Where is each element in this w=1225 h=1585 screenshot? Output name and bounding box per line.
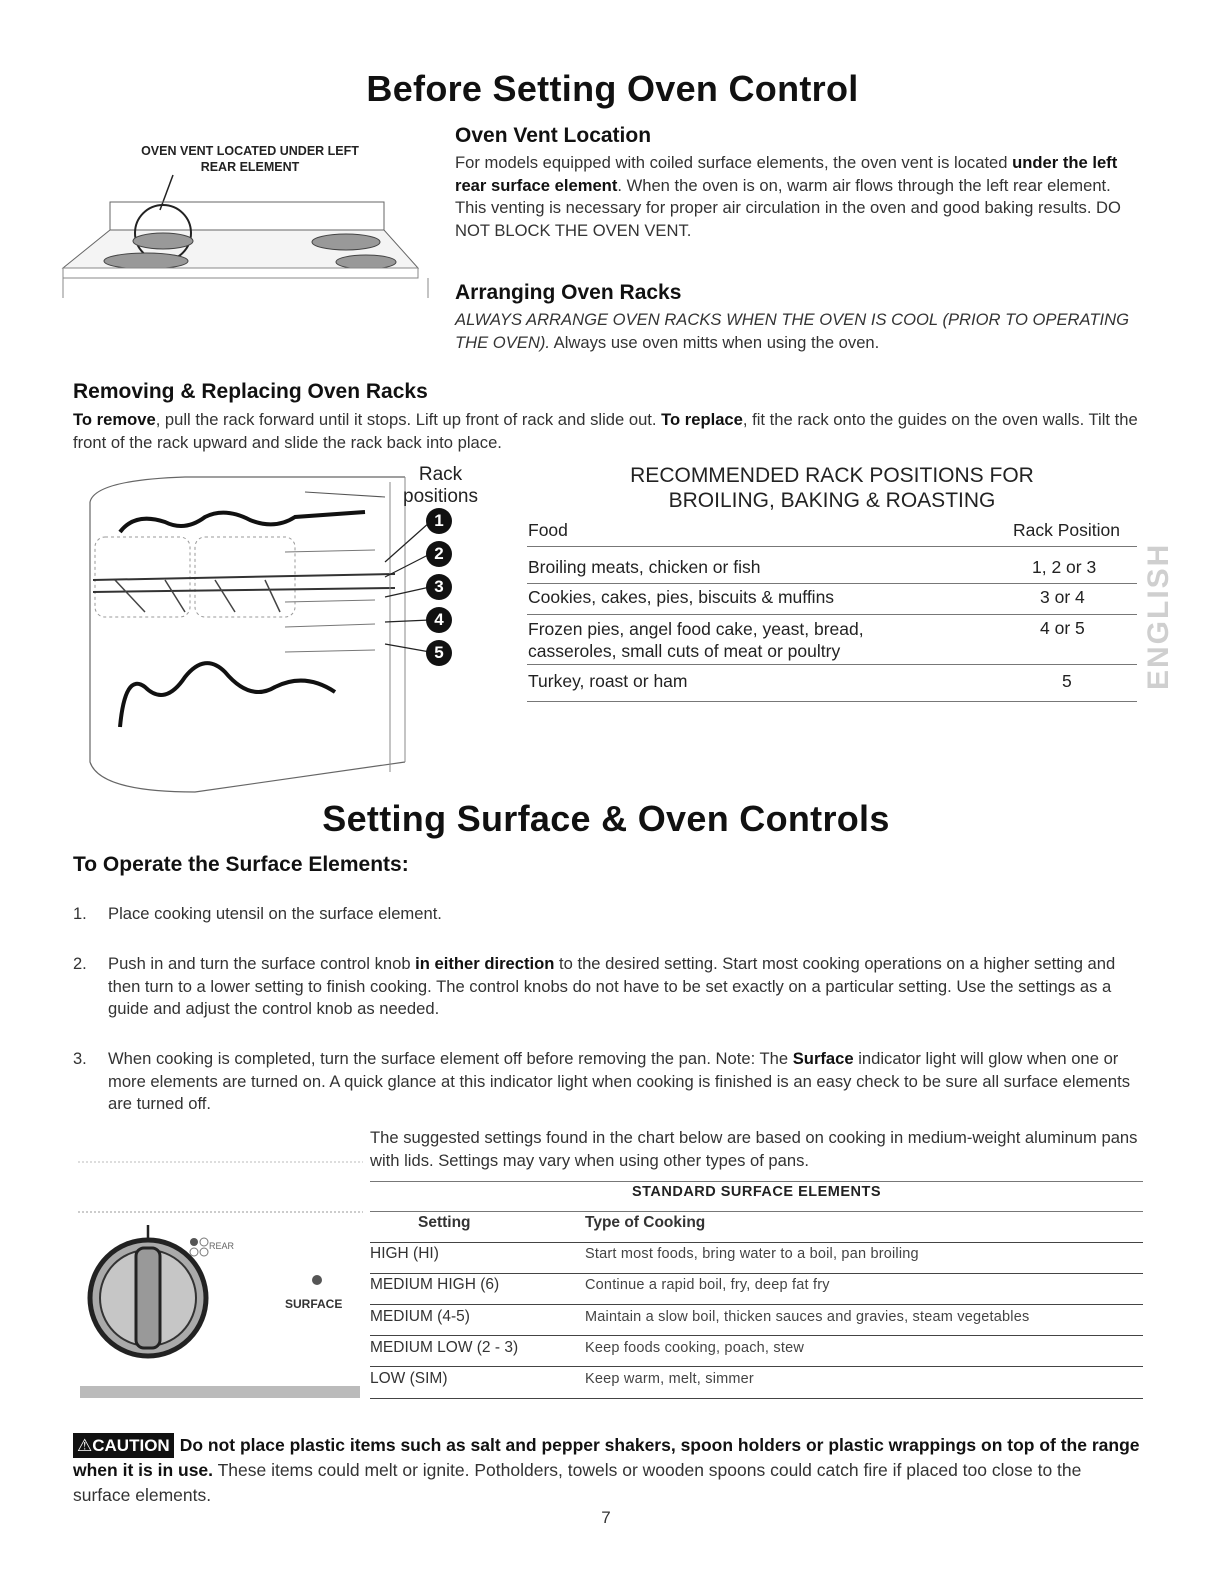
page-number: 7	[601, 1508, 611, 1527]
type-cell: Maintain a slow boil, thicken sauces and gravies, steam vegetables	[585, 1309, 1030, 1325]
side-language-tab: ENGLISH	[1142, 542, 1175, 690]
to-replace-bold: To replace	[661, 410, 743, 429]
remove-text: , pull the rack forward until it stops. Lift up front of rack and slide out.	[155, 410, 662, 429]
racks-paragraph	[455, 309, 1141, 354]
suggested-paragraph: The suggested settings found in the chart below are based on cooking in medium-weight aluminum pans with lids. Settings may vary when using other types of pans.	[370, 1128, 1138, 1170]
racks-italic-text: ALWAYS ARRANGE OVEN RACKS WHEN THE OVEN IS COOL (PRIOR TO OPERATING THE OVEN).	[455, 310, 1130, 352]
rack-label-line1: Rack	[418, 464, 463, 485]
step-text	[108, 903, 1143, 926]
col-rack-position-header: Rack Position	[1013, 520, 1120, 540]
rack-position-badge: 5	[426, 640, 452, 666]
page-title: Before Setting Oven Control	[366, 68, 859, 109]
vent-paragraph	[455, 152, 1141, 242]
surface-label: SURFACE	[285, 1297, 343, 1311]
type-cell: Keep foods cooking, poach, stew	[585, 1340, 805, 1356]
rack-table-title-line1: RECOMMENDED RACK POSITIONS FOR	[630, 464, 1034, 487]
rack-row-food: Turkey, roast or ham	[528, 671, 688, 691]
removing-heading: Removing & Replacing Oven Racks	[73, 380, 428, 403]
rack-position-badge: 2	[426, 541, 452, 567]
step-text	[108, 953, 1143, 1021]
rack-row-position: 5	[1062, 671, 1072, 691]
rack-row-food: Broiling meats, chicken or fish	[528, 557, 761, 577]
caution-paragraph	[73, 1433, 1143, 1508]
control-knob-illustration	[78, 1160, 368, 1405]
step-text-b: indicator light will glow when one or more elements are turned on. A quick glance at this indicator light when cooking is finished is an easy check to be sure all surface elements are turned off.	[108, 1049, 1130, 1113]
step-number: 3.	[73, 1050, 87, 1068]
vent-heading: Oven Vent Location	[455, 124, 652, 147]
rack-label-line2: positions	[403, 486, 478, 507]
step-text-a: When cooking is completed, turn the surface element off before removing the pan. Note: The	[108, 1049, 793, 1068]
surface-table-title: STANDARD SURFACE ELEMENTS	[631, 1184, 882, 1200]
section-title: Setting Surface & Oven Controls	[322, 798, 890, 839]
rack-row-position: 4 or 5	[1040, 618, 1085, 638]
removing-paragraph	[73, 409, 1143, 454]
rack-row-position: 1, 2 or 3	[1032, 557, 1097, 577]
setting-cell: MEDIUM LOW (2 - 3)	[370, 1339, 519, 1356]
rack-position-badge: 3	[426, 574, 452, 600]
step-number: 2.	[73, 955, 87, 973]
step-text-bold: in either direction	[415, 954, 555, 973]
type-cell: Continue a rapid boil, fry, deep fat fry	[585, 1277, 830, 1293]
step-text	[108, 1048, 1143, 1116]
replace-text: , fit the rack onto the guides on the oven walls. Tilt the front of the rack upward and slide the rack back into place.	[73, 410, 1138, 452]
surface-subheading: To Operate the Surface Elements:	[73, 853, 409, 876]
rack-position-badge: 4	[426, 607, 452, 633]
rack-table-title-line2: BROILING, BAKING & ROASTING	[668, 489, 996, 512]
caution-text: These items could melt or ignite. Potholders, towels or wooden spoons could catch fire if placed too close to the surface elements.	[73, 1460, 1082, 1505]
vent-text-a: For models equipped with coiled surface elements, the oven vent is located	[455, 153, 1013, 172]
range-top-illustration	[58, 170, 436, 320]
rack-row-food: Cookies, cakes, pies, biscuits & muffins	[528, 587, 835, 607]
type-cell: Start most foods, bring water to a boil, pan broiling	[585, 1246, 919, 1262]
vent-label: OVEN VENT LOCATED UNDER LEFT REAR ELEMENT	[141, 144, 359, 174]
setting-cell: MEDIUM HIGH (6)	[370, 1276, 500, 1293]
col-food-header: Food	[528, 520, 568, 540]
to-remove-bold: To remove	[73, 410, 156, 429]
rack-row-food	[528, 618, 864, 662]
racks-text: Always use oven mitts when using the oven.	[549, 332, 880, 352]
setting-cell: LOW (SIM)	[370, 1370, 448, 1387]
step-text-bold: Surface	[792, 1049, 854, 1068]
rack-positions-label	[403, 464, 478, 508]
rack-row-food-line1: Frozen pies, angel food cake, yeast, bread,	[528, 619, 864, 639]
vent-text-c: . When the oven is on, warm air flows through the left rear element. This venting is necessary for proper air circulation in the oven and good baking results. DO NOT BLOCK THE OVEN VENT.	[455, 175, 1121, 240]
rack-table-title	[527, 463, 1137, 513]
step-text-b: to the desired setting. Start most cooking operations on a higher setting and then turn to a lower setting to finish cooking. The control knobs do not have to be set exactly on a particular setting. Use the settings as a guide and adjust the control knob as needed.	[108, 954, 1116, 1018]
caution-bold-text: Do not place plastic items such as salt and pepper shakers, spoon holders or plastic wrappings on top of the range when it is in use.	[73, 1435, 1140, 1480]
rear-label: REAR	[209, 1241, 235, 1251]
col-setting-header: Setting	[418, 1214, 471, 1231]
caution-badge	[73, 1433, 174, 1458]
step-number: 1.	[73, 905, 87, 923]
vent-text-bold: under the left rear surface element	[455, 153, 1118, 195]
warning-icon: ⚠	[77, 1436, 93, 1455]
rack-row-food-line2: casseroles, small cuts of meat or poultry	[528, 641, 841, 661]
rack-row-position: 3 or 4	[1040, 587, 1085, 607]
col-type-header: Type of Cooking	[585, 1214, 706, 1231]
rack-position-badge: 1	[426, 508, 452, 534]
setting-cell: HIGH (HI)	[370, 1245, 439, 1262]
step-text-a: Place cooking utensil on the surface element.	[108, 904, 442, 923]
racks-heading: Arranging Oven Racks	[455, 281, 682, 304]
caution-badge-text: CAUTION	[92, 1436, 170, 1455]
setting-cell: MEDIUM (4-5)	[370, 1308, 470, 1325]
type-cell: Keep warm, melt, simmer	[585, 1371, 754, 1387]
step-text-a: Push in and turn the surface control knob	[108, 954, 416, 973]
